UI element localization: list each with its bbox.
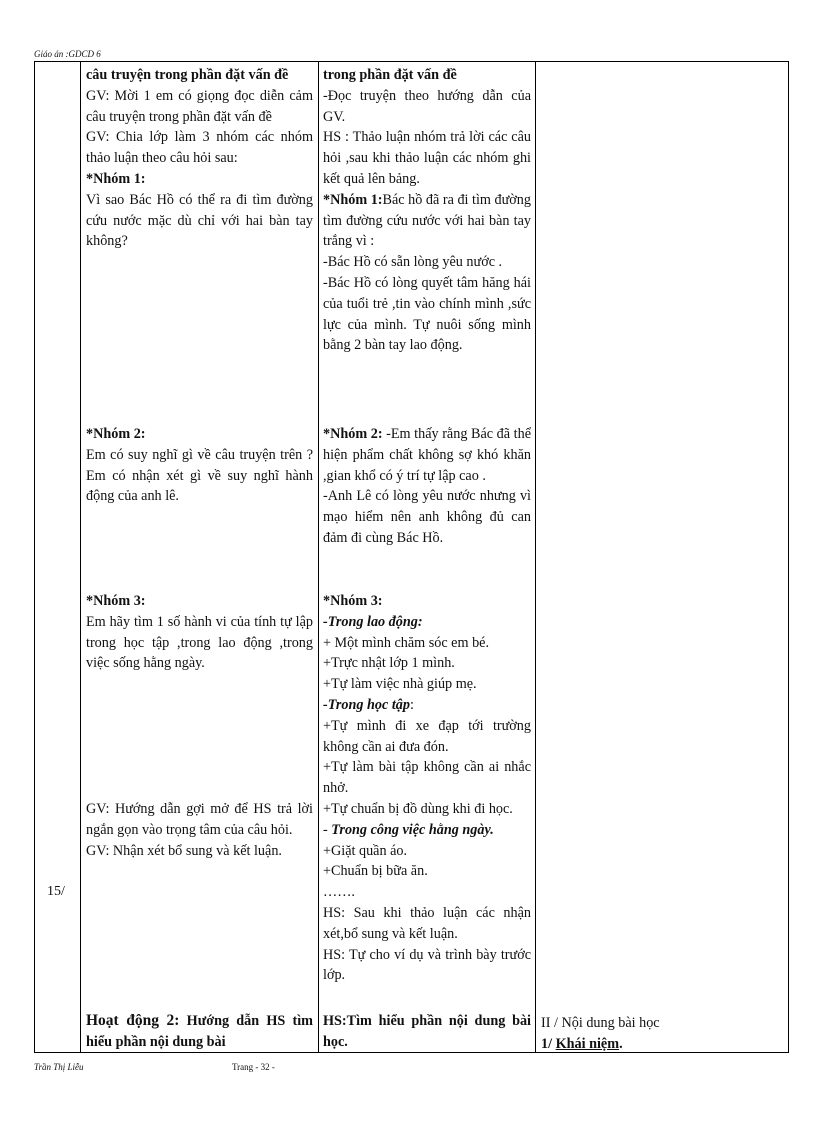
concept-number: 1/ (541, 1035, 556, 1052)
intro-line: câu truyện trong phần đặt vấn đề (86, 67, 289, 83)
hs-content-study: HS:Tìm hiểu phần nội dung bài học. (323, 1013, 531, 1050)
content-block (541, 1013, 783, 1055)
student-discuss: HS : Thảo luận nhóm trả lời các câu hỏi ,sau khi thảo luận các nhóm ghi kết quả lên bảng. (323, 129, 531, 187)
teacher-block-group-2 (86, 424, 313, 507)
gv-group-instruction: GV: Chia lớp làm 3 nhóm các nhóm thảo luận theo câu hỏi sau: (86, 129, 313, 167)
concept-title: Khái niệm (555, 1035, 620, 1052)
teacher-block-guidance (86, 799, 313, 861)
subsection-study: -Trong học tập (323, 696, 410, 713)
activity-2-heading: Hoạt động 2: (86, 1012, 180, 1029)
gv-guidance: GV: Hướng dẫn gợi mở để HS trả lời ngắn gọn vào trọng tâm của câu hỏi. (86, 801, 313, 838)
teacher-block-group-3 (86, 591, 313, 674)
teacher-activity-column (81, 62, 319, 1053)
time-value: 15/ (47, 884, 65, 899)
teacher-block-intro (86, 65, 313, 252)
subsection-daily-prefix: - (323, 821, 332, 838)
student-intro-line: trong phần đặt vấn đề (323, 67, 457, 83)
answer-2-heading: *Nhóm 2: (323, 426, 383, 442)
footer-page-number: Trang - 32 - (232, 1062, 275, 1072)
page-header: Giáo án :GDCD 6 (34, 49, 101, 59)
answer-1-heading: *Nhóm 1: (323, 191, 383, 208)
group-2-question: Em có suy nghĩ gì về câu truyện trên ? Em có nhận xét gì về suy nghĩ hành động của anh lê. (86, 446, 313, 505)
footer-author: Trần Thị Liễu (34, 1062, 84, 1072)
gv-read-instruction: GV: Mời 1 em có giọng đọc diễn cảm câu truyện trong phần đặt vấn đề (86, 87, 313, 125)
student-activity-column (319, 62, 536, 1053)
student-block-intro (323, 65, 531, 356)
lesson-content-heading: II / Nội dung bài học (541, 1015, 660, 1031)
subsection-study-colon: : (409, 696, 414, 713)
answer-1-point-2: -Bác Hồ có lòng quyết tâm hăng hái của tuổi trẻ ,tin vào chính mình ,sức lực của mình. Tự nuôi sống mình bằng 2 bàn tay lao động. (323, 274, 531, 354)
group-3-heading: *Nhóm 3: (86, 593, 146, 609)
labor-item-2: +Trực nhật lớp 1 mình. (323, 655, 455, 672)
answer-1-text: Bác hồ đã ra đi tìm đường tìm đường cứu nước với hai bàn tay trắng vì : (323, 191, 531, 250)
study-item-2: +Tự làm bài tập không cần ai nhắc nhở. (323, 759, 531, 797)
student-block-group-3 (323, 591, 531, 986)
answer-2-text: -Em thấy rằng Bác đã thể hiện phẩm chất không sợ khó khăn ,gian khổ có ý trí tự lập cao . (323, 426, 531, 484)
gv-conclusion: GV: Nhận xét bổ sung và kết luận. (86, 842, 282, 859)
answer-3-heading: *Nhóm 3: (323, 593, 383, 609)
student-read: -Đọc truyện theo hướng dẫn của GV. (323, 87, 531, 125)
student-block-group-2 (323, 424, 531, 549)
group-1-question: Vì sao Bác Hồ có thể ra đi tìm đường cứu nước mặc dù chỉ với hai bàn tay không? (86, 191, 313, 250)
answer-2-point-2: -Anh Lê có lòng yêu nước nhưng vì mạo hiểm nên anh không đủ can đảm đi cùng Bác Hồ. (323, 488, 531, 546)
hs-conclusion: HS: Sau khi thảo luận các nhận xét,bổ sung và kết luận. (323, 904, 531, 942)
group-2-heading: *Nhóm 2: (86, 426, 146, 442)
subsection-labor: -Trong lao động: (323, 613, 423, 630)
lesson-table (34, 61, 789, 1053)
hs-example: HS: Tự cho ví dụ và trình bày trước lớp. (323, 946, 531, 984)
group-3-question: Em hãy tìm 1 số hành vi của tính tự lập trong học tập ,trong lao động ,trong việc sống hằng ngày. (86, 613, 313, 672)
daily-item-ellipsis: ……. (323, 884, 355, 901)
teacher-block-activity-2 (86, 1011, 313, 1053)
answer-1-point-1: -Bác Hồ có sẵn lòng yêu nước . (323, 254, 503, 271)
study-item-1: +Tự mình đi xe đạp tới trường không cần ai đưa đón. (323, 717, 531, 755)
activity-2-text: Hướng dẫn HS tìm hiểu phần nội dung bài (86, 1013, 313, 1050)
concept-period: . (619, 1035, 623, 1052)
daily-item-2: +Chuẩn bị bữa ăn. (323, 863, 428, 880)
time-column (35, 62, 81, 1053)
daily-item-1: +Giặt quần áo. (323, 842, 408, 859)
student-block-activity-2 (323, 1011, 531, 1053)
labor-item-3: +Tự làm việc nhà giúp mẹ. (323, 676, 477, 693)
subsection-daily: Trong công việc hằng ngày. (331, 821, 494, 838)
group-1-heading: *Nhóm 1: (86, 170, 146, 187)
labor-item-1: + Một mình chăm sóc em bé. (323, 634, 490, 651)
content-column (536, 62, 789, 1053)
study-item-3: +Tự chuẩn bị đồ dùng khi đi học. (323, 800, 513, 817)
